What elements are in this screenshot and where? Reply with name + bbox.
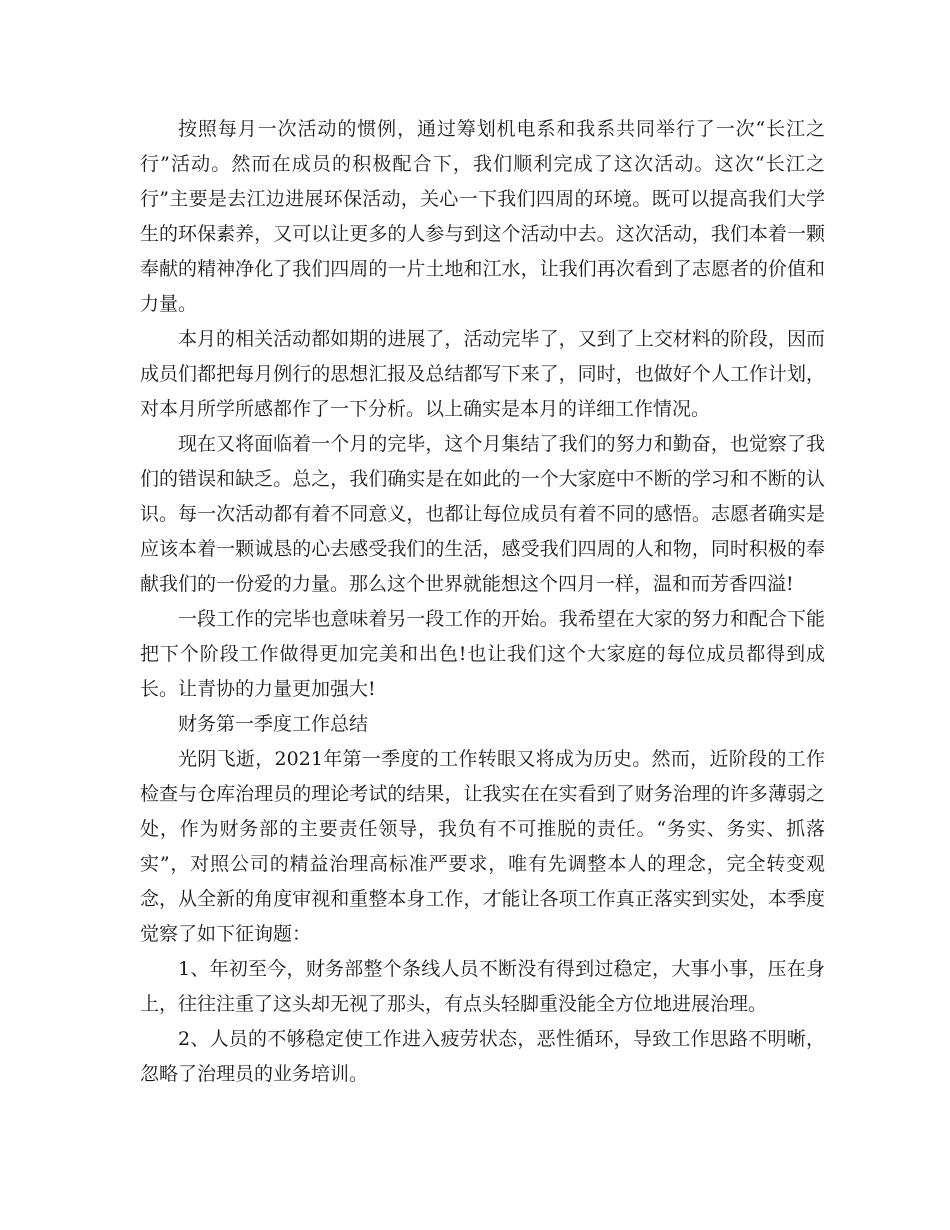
- paragraph-monthly-materials: 本月的相关活动都如期的进展了，活动完毕了，又到了上交材料的阶段，因而成员们都把每月例行的思想汇报及总结都写下来了，同时，也做好个人工作计划，对本月所学所感都作了一下分析。以上确实是本月的详细工作情况。: [140, 328, 825, 420]
- paragraph-month-reflection: 现在又将面临着一个月的完毕，这个月集结了我们的努力和勤奋，也觉察了我们的错误和缺乏。总之，我们确实是在如此的一个大家庭中不断的学习和不断的认识。每一次活动都有着不同意义，也都让每位成员有着不同的感悟。志愿者确实是应该本着一颗诚恳的心去感受我们的生活，感受我们四周的人和物，同时积极的奉献我们的一份爱的力量。那么这个世界就能想这个四月一样，温和而芳香四溢!: [140, 433, 825, 595]
- section-title: 财务第一季度工作总结: [178, 713, 369, 735]
- paragraph-issue-1: 1、年初至今，财务部整个条线人员不断没有得到过稳定，大事小事，压在身上，往往注重了这头却无视了那头，有点头轻脚重没能全方位地进展治理。: [140, 958, 825, 1015]
- document-body: [140, 112, 825, 1092]
- paragraph-q1-intro: 光阴飞逝，2021年第一季度的工作转眼又将成为历史。然而，近阶段的工作检查与仓库治理员的理论考试的结果，让我实在在实看到了财务治理的许多薄弱之处，作为财务部的主要责任领导，我负有不可推脱的责任。“务实、务实、抓落实”，对照公司的精益治理高标准严要求，唯有先调整本人的理念，完全转变观念，从全新的角度审视和重整本身工作，才能让各项工作真正落实到实处，本季度觉察了如下征询题：: [140, 748, 825, 945]
- paragraph-issue-2: 2、人员的不够稳定使工作进入疲劳状态，恶性循环，导致工作思路不明晰，忽略了治理员的业务培训。: [140, 1028, 825, 1085]
- paragraph-next-stage: 一段工作的完毕也意味着另一段工作的开始。我希望在大家的努力和配合下能把下个阶段工作做得更加完美和出色!也让我们这个大家庭的每位成员都得到成长。让青协的力量更加强大!: [140, 608, 825, 700]
- paragraph-yangtze-activity: 按照每月一次活动的惯例，通过筹划机电系和我系共同举行了一次“长江之行”活动。然而在成员的积极配合下，我们顺利完成了这次活动。这次“长江之行”主要是去江边进展环保活动，关心一下我们四周的环境。既可以提高我们大学生的环保素养，又可以让更多的人参与到这个活动中去。这次活动，我们本着一颗奉献的精神净化了我们四周的一片土地和江水，让我们再次看到了志愿者的价值和力量。: [140, 118, 825, 315]
